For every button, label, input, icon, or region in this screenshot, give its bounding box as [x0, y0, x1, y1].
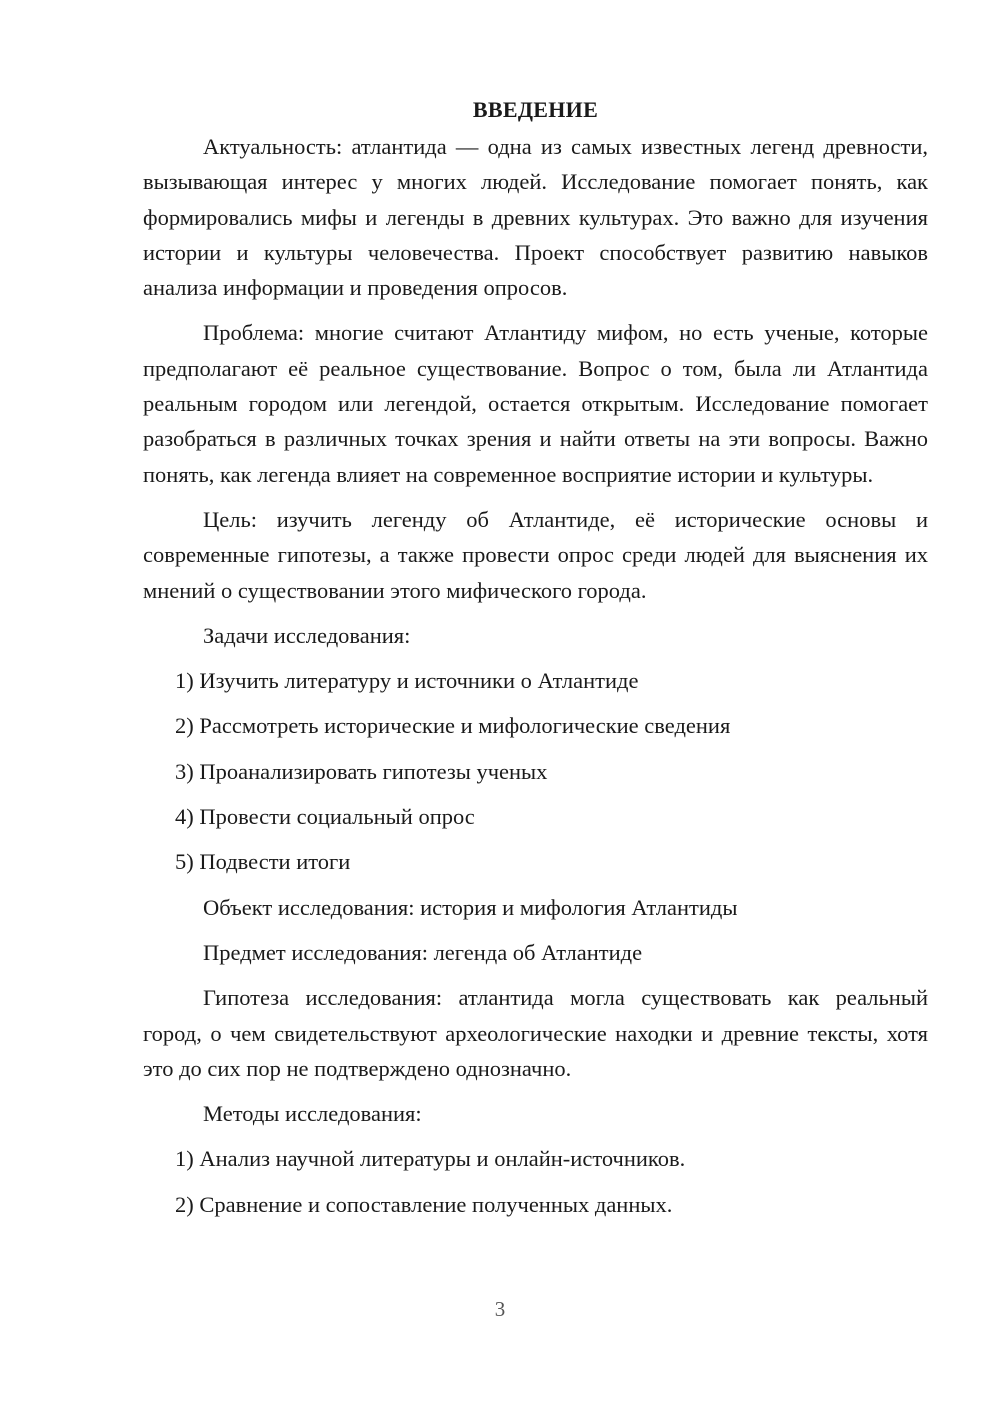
task-item: 4) Провести социальный опрос: [175, 804, 475, 830]
task-item: 5) Подвести итоги: [175, 849, 351, 875]
research-subject: Предмет исследования: легенда об Атлантиде: [203, 939, 643, 965]
document-page: [143, 92, 928, 1232]
paragraph-problem: Проблема: многие считают Атлантиду мифом, но есть ученые, которые предполагают её реальное существование. Вопрос о том, была ли Атлантида реальным городом или легендой, остается открытым. Исследование помогает разобраться в различных точках зрения и найти ответы на эти вопросы. Важно понять, как легенда влияет на современное восприятие истории и культуры.: [143, 320, 928, 487]
paragraph-relevance: Актуальность: атлантида — одна из самых известных легенд древности, вызывающая интерес у многих людей. Исследование помогает понять, как формировались мифы и легенды в древних культурах. Это важно для изучения истории и культуры человечества. Проект способствует развитию навыков анализа информации и проведения опросов.: [143, 134, 928, 301]
methods-list: [143, 1141, 928, 1222]
method-item: 2) Сравнение и сопоставление полученных данных.: [175, 1191, 673, 1217]
paragraph-hypothesis: Гипотеза исследования: атлантида могла существовать как реальный город, о чем свидетельствуют археологические находки и древние тексты, хотя это до сих пор не подтверждено однозначно.: [143, 985, 928, 1081]
method-item: 1) Анализ научной литературы и онлайн-источников.: [175, 1146, 686, 1172]
task-item: 2) Рассмотреть исторические и мифологические сведения: [175, 713, 731, 739]
task-item: 1) Изучить литературу и источники о Атлантиде: [175, 668, 639, 694]
task-item: 3) Проанализировать гипотезы ученых: [175, 758, 548, 784]
tasks-heading: Задачи исследования:: [203, 622, 411, 648]
tasks-list: [143, 663, 928, 879]
section-title: ВВЕДЕНИЕ: [472, 97, 599, 122]
page-number: 3: [494, 1297, 506, 1321]
research-object: Объект исследования: история и мифология Атлантиды: [203, 894, 738, 920]
paragraph-goal: Цель: изучить легенду об Атлантиде, её исторические основы и современные гипотезы, а также провести опрос среди людей для выяснения их мнений о существовании этого мифического города.: [143, 506, 928, 603]
methods-heading: Методы исследования:: [203, 1101, 422, 1127]
